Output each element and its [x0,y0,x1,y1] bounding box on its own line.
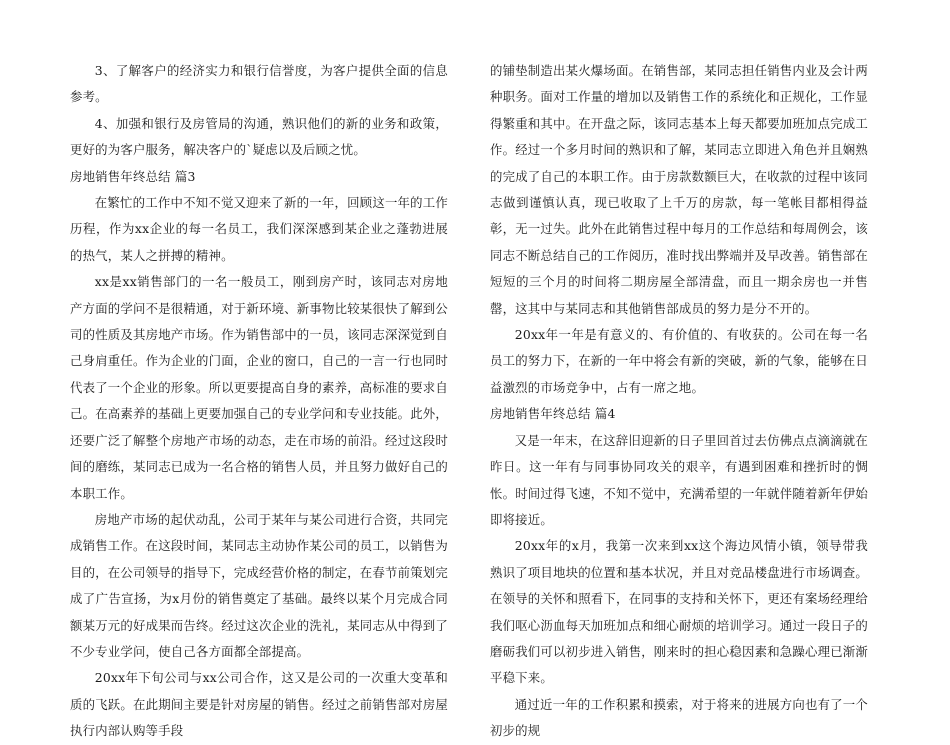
paragraph: xx是xx销售部门的一名一般员工，刚到房产时，该同志对房地产方面的学问不是很精通，对于新环境、新事物比较某很快了解到公司的性质及其房地产市场。作为销售部中的一员，该同志深深觉到自己身肩重任。作为企业的门面，企业的窗口，自己的一言一行也同时代表了一个企业的形象。所以更要提高自身的素养，高标准的要求自己。在高素养的基础上更要加强自己的专业学问和专业技能。此外，还要广泛了解整个房地产市场的动态，走在市场的前沿。经过这段时间的磨练，某同志已成为一名合格的销售人员，并且努力做好自己的本职工作。 [70,274,448,501]
section-heading: 房地销售年终总结 篇4 [490,406,616,422]
paragraph: 在繁忙的工作中不知不觉又迎来了新的一年，回顾这一年的工作历程，作为xx企业的每一名员工，我们深深感到某企业之蓬勃进展的热气，某人之拼搏的精神。 [70,195,448,263]
paragraph: 房地产市场的起伏动乱，公司于某年与某公司进行合资，共同完成销售工作。在这段时间，某同志主动协作某公司的员工，以销售为目的，在公司领导的指导下，完成经营价格的制定，在春节前策划完成了广告宣扬，为x月份的销售奠定了基础。最终以某个月完成合同额某万元的好成果而告终。经过这次企业的洗礼，某同志从中得到了不少专业学问，使自己各方面都全部提高。 [70,511,448,659]
section-heading: 房地销售年终总结 篇3 [70,168,196,184]
left-column [70,58,448,745]
paragraph: 20xx年一年是有意义的、有价值的、有收获的。公司在每一名员工的努力下，在新的一年中将会有新的突破，新的气象，能够在日益激烈的市场竞争中，占有一席之地。 [490,327,868,395]
paragraph: 3、了解客户的经济实力和银行信誉度，为客户提供全面的信息参考。 [70,63,448,105]
right-column [490,58,868,745]
paragraph: 通过近一年的工作积累和摸索，对于将来的进展方向也有了一个初步的规 [490,696,868,739]
paragraph: 20xx年下旬公司与xx公司合作，这又是公司的一次重大变革和质的飞跃。在此期间主要是针对房屋的销售。经过之前销售部对房屋执行内部认购等手段 [70,670,448,739]
paragraph: 4、加强和银行及房管局的沟通，熟识他们的新的业务和政策，更好的为客户服务，解决客户的`疑虑以及后顾之忧。 [70,115,448,158]
paragraph: 20xx年的x月，我第一次来到xx这个海边风情小镇，领导带我熟识了项目地块的位置和基本状况，并且对竞品楼盘进行市场调查。在领导的关怀和照看下，在同事的支持和关怀下，更还有案场经理给我们呕心沥血每天加班加点和细心耐烦的培训学习。通过一段日子的磨砺我们可以初步进入销售，刚来时的担心稳因素和急躁心理已渐渐平稳下来。 [490,538,868,686]
paragraph: 又是一年末，在这辞旧迎新的日子里回首过去仿佛点点滴滴就在昨日。这一年有与同事协同攻关的艰辛，有遇到困难和挫折时的惆怅。时间过得飞速，不知不觉中，充满希望的一年就伴随着新年伊始即将接近。 [490,432,868,527]
paragraph: 的铺垫制造出某火爆场面。在销售部，某同志担任销售内业及会计两种职务。面对工作量的增加以及销售工作的系统化和正规化，工作显得繁重和其中。在开盘之际，该同志基本上每天都要加班加点完成工作。经过一个多月时间的熟识和了解，某同志立即进入角色并且娴熟的完成了自己的本职工作。由于房款数额巨大，在收款的过程中该同志做到谨慎认真，现已收取了上千万的房款，每一笔帐目都相得益彰，无一过失。此外在此销售过程中每月的工作总结和每周例会，该同志不断总结自己的工作阅历，准时找出弊端并及早改善。销售部在短短的三个月的时间将二期房屋全部清盘，而且一期余房也一并售罄，这其中与某同志和其他销售部成员的努力是分不开的。 [490,63,868,316]
